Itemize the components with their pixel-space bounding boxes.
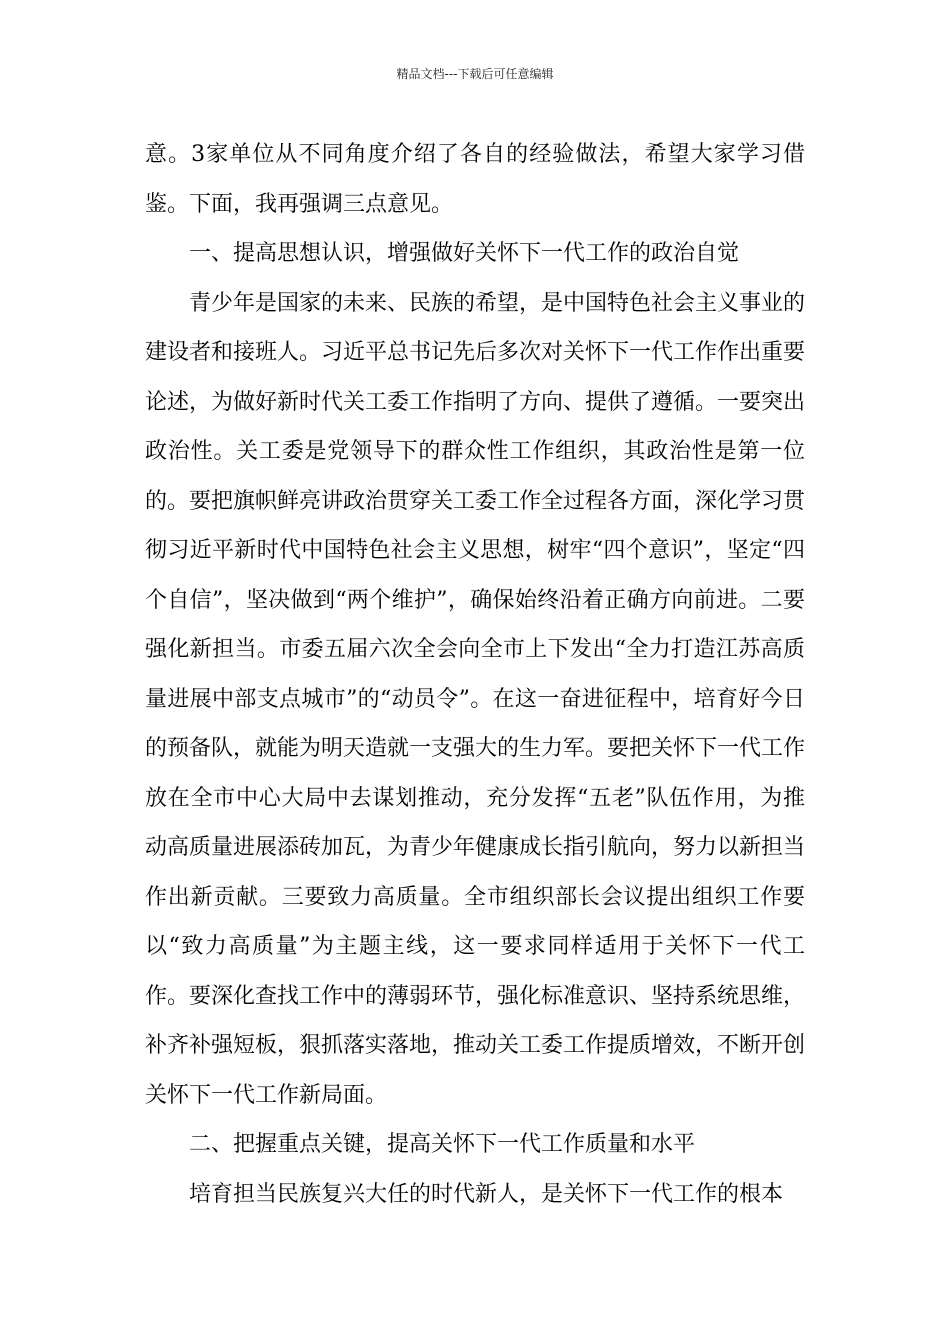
paragraph-intro-continuation: 意。3家单位从不同角度介绍了各自的经验做法，希望大家学习借鉴。下面，我再强调三点意见。 [145, 142, 805, 217]
paragraph-section-1: 青少年是国家的未来、民族的希望，是中国特色社会主义事业的建设者和接班人。习近平总书记先后多次对关怀下一代工作作出重要论述，为做好新时代关工委工作指明了方向、提供了遵循。一要突出政治性。关工委是党领导下的群众性工作组织，其政治性是第一位的。要把旗帜鲜亮讲政治贯穿关工委工作全过程各方面，深化学习贯彻习近平新时代中国特色社会主义思想，树牢“四个意识”，坚定“四个自信”，坚决做到“两个维护”，确保始终沿着正确方向前进。二要强化新担当。市委五届六次全会向全市上下发出“全力打造江苏高质量进展中部支点城市”的“动员令”。在这一奋进征程中，培育好今日的预备队，就能为明天造就一支强大的生力军。要把关怀下一代工作放在全市中心大局中去谋划推动，充分发挥“五老”队伍作用，为推动高质量进展添砖加瓦，为青少年健康成长指引航向，努力以新担当作出新贡献。三要致力高质量。全市组织部长会议提出组织工作要以“致力高质量”为主题主线，这一要求同样适用于关怀下一代工作。要深化查找工作中的薄弱环节，强化标准意识、坚持系统思维，补齐补强短板，狠抓落实落地，推动关工委工作提质增效，不断开创关怀下一代工作新局面。 [145, 290, 806, 1108]
section-heading-2: 二、把握重点关键，提高关怀下一代工作质量和水平 [189, 1132, 696, 1157]
paragraph-section-2: 培育担当民族复兴大任的时代新人，是关怀下一代工作的根本 [189, 1181, 784, 1207]
section-heading-1: 一、提高思想认识，增强做好关怀下一代工作的政治自觉 [189, 241, 740, 266]
document-body [145, 130, 805, 1219]
page-header: 精品文档---下载后可任意编辑 [396, 67, 554, 81]
